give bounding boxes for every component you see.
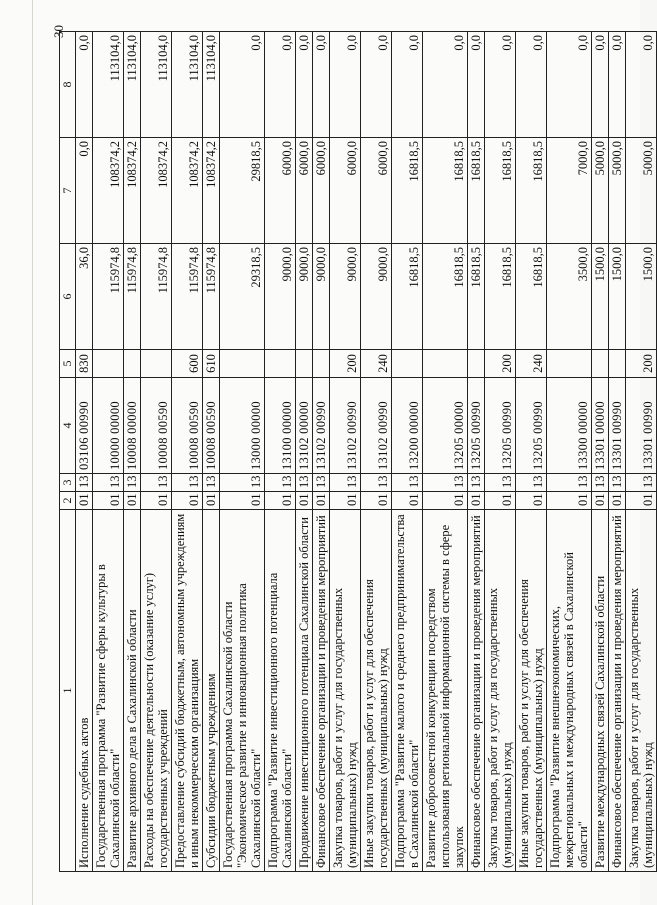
- table-row: [265, 32, 296, 872]
- row-section-cell: 01: [220, 492, 265, 510]
- row-amount-year1-cell: 9000,0: [361, 244, 392, 350]
- row-amount-year2-cell: 108374,2: [124, 138, 141, 244]
- table-row: [423, 32, 468, 872]
- row-name-cell: Государственная программа Сахалинской области "Экономическое развитие и инновационная политика Сахалинской области": [220, 510, 265, 872]
- row-amount-year3-cell: 0,0: [547, 32, 592, 138]
- row-target-code-cell: 13301 00990: [626, 378, 657, 474]
- row-amount-year2-cell: 6000,0: [313, 138, 330, 244]
- row-amount-year1-cell: 115974,8: [172, 244, 203, 350]
- row-amount-year2-cell: 0,0: [76, 138, 93, 244]
- row-amount-year2-cell: 6000,0: [330, 138, 361, 244]
- row-name-cell: Финансовое обеспечение организации и проведения мероприятий: [313, 510, 330, 872]
- row-expense-type-cell: 830: [76, 350, 93, 378]
- row-section-cell: 01: [592, 492, 609, 510]
- row-amount-year1-cell: 9000,0: [265, 244, 296, 350]
- row-target-code-cell: 10008 00590: [172, 378, 203, 474]
- row-amount-year3-cell: 113104,0: [172, 32, 203, 138]
- row-amount-year3-cell: 113104,0: [203, 32, 220, 138]
- row-expense-type-cell: [296, 350, 313, 378]
- row-expense-type-cell: 240: [516, 350, 547, 378]
- table-row: [220, 32, 265, 872]
- header-cell: 8: [60, 32, 76, 138]
- row-amount-year2-cell: 29818,5: [220, 138, 265, 244]
- row-subsection-cell: 13: [392, 474, 423, 492]
- table-row: [172, 32, 203, 872]
- row-subsection-cell: 13: [172, 474, 203, 492]
- row-section-cell: 01: [172, 492, 203, 510]
- row-section-cell: 01: [609, 492, 626, 510]
- row-amount-year3-cell: 0,0: [516, 32, 547, 138]
- row-target-code-cell: 13300 00000: [547, 378, 592, 474]
- row-amount-year2-cell: 108374,2: [93, 138, 124, 244]
- row-target-code-cell: 13205 00990: [516, 378, 547, 474]
- row-amount-year1-cell: 115974,8: [93, 244, 124, 350]
- row-amount-year1-cell: 1500,0: [609, 244, 626, 350]
- row-amount-year3-cell: 0,0: [265, 32, 296, 138]
- row-amount-year1-cell: 3500,0: [547, 244, 592, 350]
- row-expense-type-cell: [124, 350, 141, 378]
- table-row: [392, 32, 423, 872]
- row-name-cell: Закупка товаров, работ и услуг для государственных (муниципальных) нужд: [485, 510, 516, 872]
- row-subsection-cell: 13: [124, 474, 141, 492]
- row-subsection-cell: 13: [516, 474, 547, 492]
- row-target-code-cell: 10000 00000: [93, 378, 124, 474]
- row-amount-year1-cell: 16818,5: [392, 244, 423, 350]
- row-amount-year3-cell: 0,0: [313, 32, 330, 138]
- row-amount-year1-cell: 115974,8: [203, 244, 220, 350]
- row-name-cell: Подпрограмма "Развитие инвестиционного потенциала Сахалинской области": [265, 510, 296, 872]
- row-target-code-cell: 13200 00000: [392, 378, 423, 474]
- table-row: [609, 32, 626, 872]
- row-section-cell: 01: [141, 492, 172, 510]
- row-name-cell: Развитие добросовестной конкуренции посредством использования региональной информационной системы в сфере закупок: [423, 510, 468, 872]
- row-amount-year3-cell: 0,0: [296, 32, 313, 138]
- row-amount-year1-cell: 115974,8: [124, 244, 141, 350]
- row-amount-year3-cell: 0,0: [220, 32, 265, 138]
- row-subsection-cell: 13: [141, 474, 172, 492]
- row-expense-type-cell: [468, 350, 485, 378]
- row-amount-year2-cell: 6000,0: [361, 138, 392, 244]
- row-expense-type-cell: 600: [172, 350, 203, 378]
- table-row: [626, 32, 657, 872]
- row-subsection-cell: 13: [220, 474, 265, 492]
- row-target-code-cell: 13205 00990: [485, 378, 516, 474]
- row-subsection-cell: 13: [76, 474, 93, 492]
- row-target-code-cell: 10008 00590: [141, 378, 172, 474]
- row-amount-year1-cell: 16818,5: [468, 244, 485, 350]
- rotated-table-region: [51, 25, 656, 872]
- row-amount-year1-cell: 9000,0: [296, 244, 313, 350]
- row-subsection-cell: 13: [547, 474, 592, 492]
- row-subsection-cell: 13: [592, 474, 609, 492]
- row-target-code-cell: 13100 00000: [265, 378, 296, 474]
- row-amount-year3-cell: 113104,0: [141, 32, 172, 138]
- table-row: [361, 32, 392, 872]
- row-target-code-cell: 13102 00990: [313, 378, 330, 474]
- row-section-cell: 01: [361, 492, 392, 510]
- budget-table: [59, 31, 657, 872]
- row-name-cell: Субсидии бюджетным учреждениям: [203, 510, 220, 872]
- row-amount-year3-cell: 0,0: [468, 32, 485, 138]
- row-amount-year2-cell: 5000,0: [609, 138, 626, 244]
- row-target-code-cell: 13102 00990: [330, 378, 361, 474]
- row-amount-year2-cell: 108374,2: [141, 138, 172, 244]
- row-subsection-cell: 13: [468, 474, 485, 492]
- table-row: [547, 32, 592, 872]
- header-cell: 3: [60, 474, 76, 492]
- row-section-cell: 01: [76, 492, 93, 510]
- table-row: [313, 32, 330, 872]
- row-amount-year3-cell: 0,0: [392, 32, 423, 138]
- row-expense-type-cell: 200: [330, 350, 361, 378]
- row-name-cell: Иные закупки товаров, работ и услуг для обеспечения государственных (муниципальных) нужд: [361, 510, 392, 872]
- row-target-code-cell: 13301 00000: [592, 378, 609, 474]
- row-amount-year2-cell: 108374,2: [172, 138, 203, 244]
- row-section-cell: 01: [423, 492, 468, 510]
- row-section-cell: 01: [468, 492, 485, 510]
- row-expense-type-cell: [93, 350, 124, 378]
- row-expense-type-cell: [609, 350, 626, 378]
- row-section-cell: 01: [516, 492, 547, 510]
- row-amount-year2-cell: 6000,0: [265, 138, 296, 244]
- row-subsection-cell: 13: [330, 474, 361, 492]
- row-amount-year3-cell: 0,0: [609, 32, 626, 138]
- row-subsection-cell: 13: [93, 474, 124, 492]
- row-target-code-cell: 13205 00990: [468, 378, 485, 474]
- row-subsection-cell: 13: [313, 474, 330, 492]
- page-number: 30: [51, 25, 66, 38]
- row-amount-year1-cell: 29318,5: [220, 244, 265, 350]
- row-expense-type-cell: [423, 350, 468, 378]
- row-section-cell: 01: [124, 492, 141, 510]
- header-cell: 6: [60, 244, 76, 350]
- row-amount-year3-cell: 0,0: [76, 32, 93, 138]
- row-name-cell: Исполнение судебных актов: [76, 510, 93, 872]
- row-subsection-cell: 13: [423, 474, 468, 492]
- row-amount-year2-cell: 16818,5: [485, 138, 516, 244]
- table-row: [203, 32, 220, 872]
- table-row: [592, 32, 609, 872]
- row-expense-type-cell: [313, 350, 330, 378]
- table-row: [485, 32, 516, 872]
- table-body: [76, 32, 657, 872]
- table-row: [141, 32, 172, 872]
- row-subsection-cell: 13: [203, 474, 220, 492]
- row-expense-type-cell: [592, 350, 609, 378]
- row-expense-type-cell: [547, 350, 592, 378]
- row-expense-type-cell: 200: [626, 350, 657, 378]
- row-amount-year1-cell: 9000,0: [313, 244, 330, 350]
- row-section-cell: 01: [265, 492, 296, 510]
- row-amount-year3-cell: 0,0: [423, 32, 468, 138]
- row-amount-year3-cell: 0,0: [626, 32, 657, 138]
- row-section-cell: 01: [313, 492, 330, 510]
- row-amount-year2-cell: 16818,5: [468, 138, 485, 244]
- header-cell: 5: [60, 350, 76, 378]
- row-amount-year2-cell: 5000,0: [626, 138, 657, 244]
- table-row: [93, 32, 124, 872]
- row-amount-year1-cell: 16818,5: [423, 244, 468, 350]
- row-expense-type-cell: 240: [361, 350, 392, 378]
- row-amount-year3-cell: 0,0: [361, 32, 392, 138]
- row-name-cell: Государственная программа "Развитие сферы культуры в Сахалинской области": [93, 510, 124, 872]
- row-section-cell: 01: [392, 492, 423, 510]
- header-cell: 7: [60, 138, 76, 244]
- row-name-cell: Финансовое обеспечение организации и проведения мероприятий: [609, 510, 626, 872]
- row-amount-year3-cell: 0,0: [485, 32, 516, 138]
- table-row: [76, 32, 93, 872]
- row-amount-year1-cell: 9000,0: [330, 244, 361, 350]
- row-name-cell: Подпрограмма "Развитие малого и среднего предпринимательства в Сахалинской области": [392, 510, 423, 872]
- table-header-row: [60, 32, 76, 872]
- row-name-cell: Иные закупки товаров, работ и услуг для обеспечения государственных (муниципальных) нужд: [516, 510, 547, 872]
- row-name-cell: Развитие архивного дела в Сахалинской области: [124, 510, 141, 872]
- row-name-cell: Подпрограмма "Развитие внешнеэкономических, межрегиональных и международных связей в Сахалинской области": [547, 510, 592, 872]
- row-amount-year3-cell: 0,0: [592, 32, 609, 138]
- row-section-cell: 01: [547, 492, 592, 510]
- row-amount-year3-cell: 113104,0: [93, 32, 124, 138]
- row-subsection-cell: 13: [296, 474, 313, 492]
- row-expense-type-cell: [141, 350, 172, 378]
- row-amount-year2-cell: 16818,5: [516, 138, 547, 244]
- row-amount-year1-cell: 1500,0: [592, 244, 609, 350]
- row-amount-year1-cell: 36,0: [76, 244, 93, 350]
- row-subsection-cell: 13: [361, 474, 392, 492]
- row-amount-year2-cell: 108374,2: [203, 138, 220, 244]
- row-amount-year1-cell: 16818,5: [516, 244, 547, 350]
- table-row: [516, 32, 547, 872]
- row-subsection-cell: 13: [626, 474, 657, 492]
- row-target-code-cell: 13102 00000: [296, 378, 313, 474]
- row-subsection-cell: 13: [485, 474, 516, 492]
- row-subsection-cell: 13: [609, 474, 626, 492]
- row-target-code-cell: 13205 00000: [423, 378, 468, 474]
- row-name-cell: Закупка товаров, работ и услуг для государственных (муниципальных) нужд: [330, 510, 361, 872]
- row-target-code-cell: 10008 00000: [124, 378, 141, 474]
- row-amount-year2-cell: 6000,0: [296, 138, 313, 244]
- row-name-cell: Закупка товаров, работ и услуг для государственных (муниципальных) нужд: [626, 510, 657, 872]
- row-name-cell: Финансовое обеспечение организации и проведения мероприятий: [468, 510, 485, 872]
- row-amount-year1-cell: 115974,8: [141, 244, 172, 350]
- header-cell: 4: [60, 378, 76, 474]
- scan-edge-line: [32, 0, 33, 905]
- row-target-code-cell: 10008 00590: [203, 378, 220, 474]
- row-amount-year3-cell: 0,0: [330, 32, 361, 138]
- row-target-code-cell: 13000 00000: [220, 378, 265, 474]
- row-name-cell: Предоставление субсидий бюджетным, автономным учреждениям и иным некоммерческим организациям: [172, 510, 203, 872]
- header-cell: 1: [60, 510, 76, 872]
- row-amount-year1-cell: 1500,0: [626, 244, 657, 350]
- row-name-cell: Расходы на обеспечение деятельности (оказание услуг) государственных учреждений: [141, 510, 172, 872]
- table-row: [468, 32, 485, 872]
- row-name-cell: Продвижение инвестиционного потенциала Сахалинской области: [296, 510, 313, 872]
- table-row: [124, 32, 141, 872]
- row-section-cell: 01: [485, 492, 516, 510]
- row-amount-year2-cell: 16818,5: [423, 138, 468, 244]
- row-expense-type-cell: [392, 350, 423, 378]
- row-amount-year3-cell: 113104,0: [124, 32, 141, 138]
- row-expense-type-cell: [265, 350, 296, 378]
- row-subsection-cell: 13: [265, 474, 296, 492]
- row-amount-year2-cell: 16818,5: [392, 138, 423, 244]
- table-row: [296, 32, 313, 872]
- row-section-cell: 01: [203, 492, 220, 510]
- row-section-cell: 01: [330, 492, 361, 510]
- row-amount-year2-cell: 7000,0: [547, 138, 592, 244]
- row-section-cell: 01: [296, 492, 313, 510]
- row-amount-year2-cell: 5000,0: [592, 138, 609, 244]
- row-target-code-cell: 13102 00990: [361, 378, 392, 474]
- table-row: [330, 32, 361, 872]
- header-cell: 2: [60, 492, 76, 510]
- row-expense-type-cell: [220, 350, 265, 378]
- row-expense-type-cell: 200: [485, 350, 516, 378]
- row-name-cell: Развитие международных связей Сахалинской области: [592, 510, 609, 872]
- row-amount-year1-cell: 16818,5: [485, 244, 516, 350]
- row-expense-type-cell: 610: [203, 350, 220, 378]
- row-section-cell: 01: [626, 492, 657, 510]
- row-target-code-cell: 13301 00990: [609, 378, 626, 474]
- row-target-code-cell: 03106 00990: [76, 378, 93, 474]
- row-section-cell: 01: [93, 492, 124, 510]
